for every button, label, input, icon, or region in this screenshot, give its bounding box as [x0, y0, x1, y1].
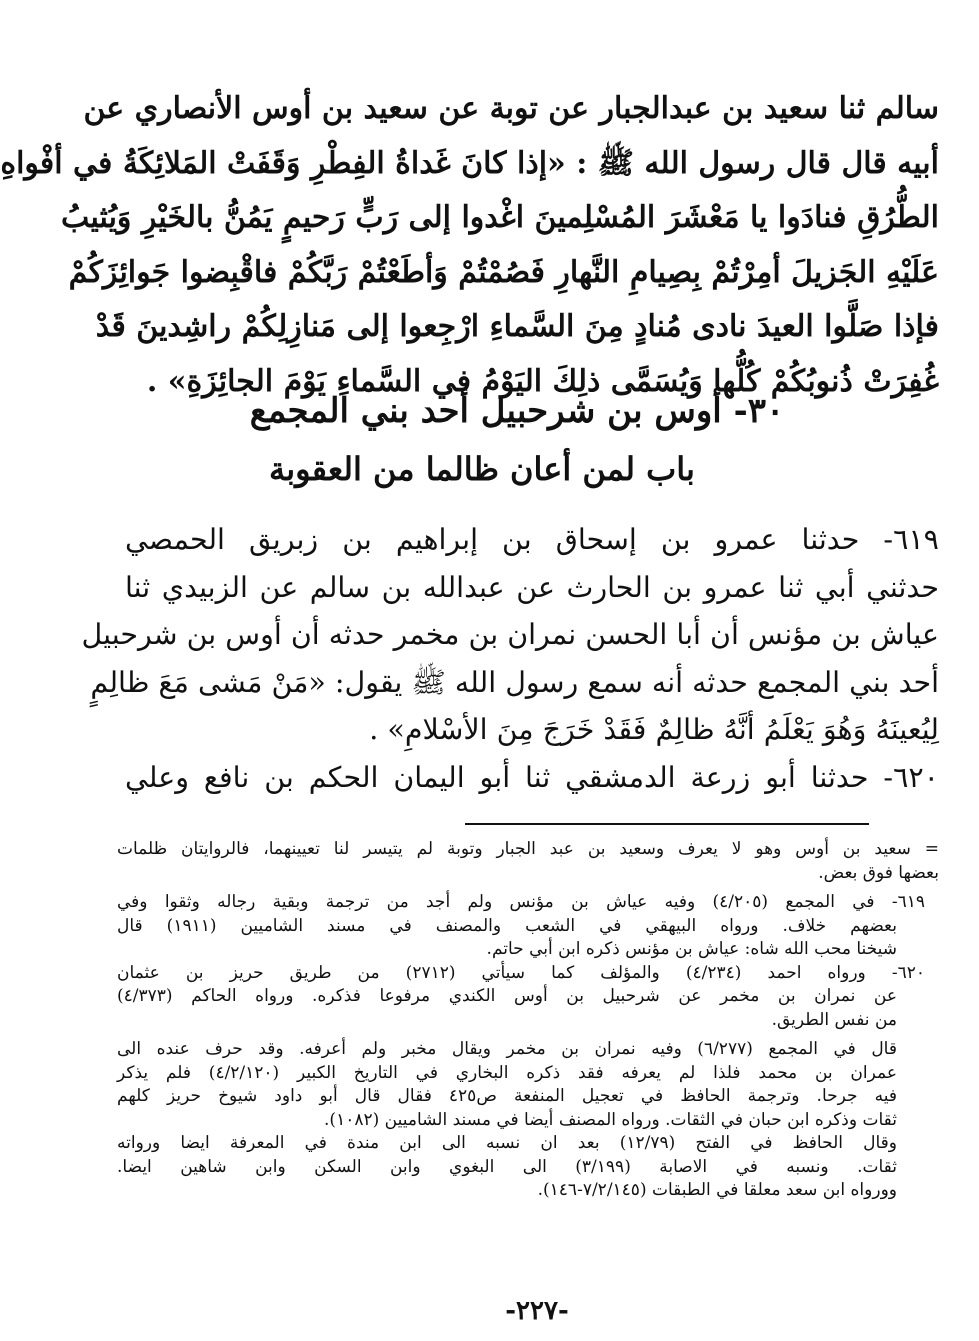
footnote-line: بعضهم خلاف. ورواه البيهقي في الشعب والمصنف في مسند الشاميين (١٩١١) قال [117, 915, 897, 936]
footnote-line: وقال الحافظ في الفتح (١٢/٧٩) بعد ان نسبه الى ابن مندة في المعرفة ايضا ورواته [117, 1133, 897, 1153]
text-line: سالم ثنا سعيد بن عبدالجبار عن توبة عن سعيد بن أوس الأنصاري عن [83, 91, 939, 126]
footnote-line: عن نمران بن مخمر عن شرحبيل بن أوس الكندي مرفوعا فذكره. ورواه الحاكم (٤/٣٧٣) [117, 986, 897, 1006]
footnote-line: ٦٢٠- ورواه احمد (٤/٢٣٤) والمؤلف كما سيأتي (٢٧١٢) من طريق حريز بن عثمان [117, 962, 925, 983]
footnote-line: عمران بن محمد فلذا لم يعرفه فقد ذكره البخاري في التاريخ الكبير (٤/٢/١٢٠) فلم يذكر [117, 1062, 897, 1083]
text-line: غُفِرَتْ ذُنوبُكُمْ كُلُّها وَيُسَمَّى ذلِكَ اليَوْمُ في السَّماءِ يَوْمَ الجائِزَةِ» . [146, 363, 939, 399]
hadith-continuation-text [0, 82, 939, 409]
entry-heading: ٣٠- أوس بن شرحبيل أحد بني المجمع [249, 391, 785, 431]
text-line: لِيُعينَهُ وَهُوَ يَعْلَمُ أنَّهُ ظالِمٌ فَقَدْ خَرَجَ مِنَ الأسْلامِ» . [369, 713, 939, 746]
footnote-line: قال في المجمع (٦/٢٧٧) وفيه نمران بن مخمر ويقال مخبر ولم أعرفه. وقد حرف عنده الى [117, 1039, 897, 1059]
footnote-divider [465, 823, 869, 825]
footnote-line: = سعيد بن أوس وهو لا يعرف وسعيد بن عبد الجبار وتوبة لم يتيسر لنا تعيينهما، فالروايتان ظلمات [117, 839, 939, 859]
chapter-heading: باب لمن أعان ظالما من العقوبة [269, 450, 695, 488]
text-line: حدثني أبي ثنا عمرو بن الحارث عن عبدالله بن سالم عن الزبيدي ثنا [125, 570, 939, 604]
text-line: عياش بن مؤنس أن أبا الحسن نمران بن مخمر حدثه أن أوس بن شرحبيل [81, 618, 939, 651]
footnote-line: شيخنا محب الله شاه: عياش بن مؤنس ذكره ابن أبي حاتم. [486, 939, 897, 959]
footnote-line: فيه جرحا. وترجمة الحافظ في تعجيل المنفعة ص٤٢٥ فقال قال أبو داود شيوخ حريز كلهم [117, 1086, 897, 1106]
text-line: أحد بني المجمع حدثه أنه سمع رسول الله ﷺ يقول: «مَنْ مَشى مَعَ ظالِمٍ [90, 665, 939, 699]
text-line: ٦٢٠- حدثنا أبو زرعة الدمشقي ثنا أبو اليمان الحكم بن نافع وعلي [125, 760, 939, 794]
footnotes [117, 838, 939, 1203]
footnote-line: من نفس الطريق. [771, 1009, 897, 1030]
footnote-line: بعضها فوق بعض. [818, 862, 939, 883]
footnote-line: ٦١٩- في المجمع (٤/٢٠٥) وفيه عياش بن مؤنس ولم أجد من ترجمة وبقية رجاله وثقوا وفي [117, 892, 925, 912]
footnote-line: ثقات وذكره ابن حبان في الثقات. ورواه المصنف أيضا في مسند الشاميين (١٠٨٢). [324, 1109, 897, 1130]
text-line: فإذا صَلَّوا العيدَ نادى مُنادٍ مِنَ السَّماءِ ارْجِعوا إلى مَنازِلِكُمْ راشِدينَ قَدْ [95, 309, 939, 344]
page-number: -٢٢٧- [505, 1296, 569, 1326]
text-line: عَلَيْهِ الجَزيلَ أمِرْتُمْ بِصِيامِ النَّهارِ فَصُمْتُمْ وَأطَعْتُمْ رَبَّكُمْ فاقْبِضوا جَوائِزَكُمْ [68, 254, 939, 290]
footnote-line: ثقات. ونسبه في الاصابة (٣/١٩٩) الى البغوي وابن السكن وابن شاهين ايضا. [117, 1156, 897, 1177]
hadith-text [81, 516, 939, 801]
text-line: الطُّرُقِ فنادَوا يا مَعْشَرَ المُسْلِمينَ اغْدوا إلى رَبٍّ رَحيمٍ يَمُنُّ بالخَيْرِ وَيُثيبُ [61, 200, 939, 235]
text-line: أبيه قال قال رسول الله ﷺ : «إذا كانَ غَداةُ الفِطْرِ وَقَفَتْ المَلائِكَةُ في أفْواهِ [0, 145, 939, 181]
footnote-line: وورواه ابن سعد معلقا في الطبقات (٧/٢/١٤٥-١٤٦). [537, 1180, 897, 1200]
scan-artifact [507, 68, 667, 78]
text-line: ٦١٩- حدثنا عمرو بن إسحاق بن إبراهيم بن زبريق الحمصي [125, 523, 939, 556]
